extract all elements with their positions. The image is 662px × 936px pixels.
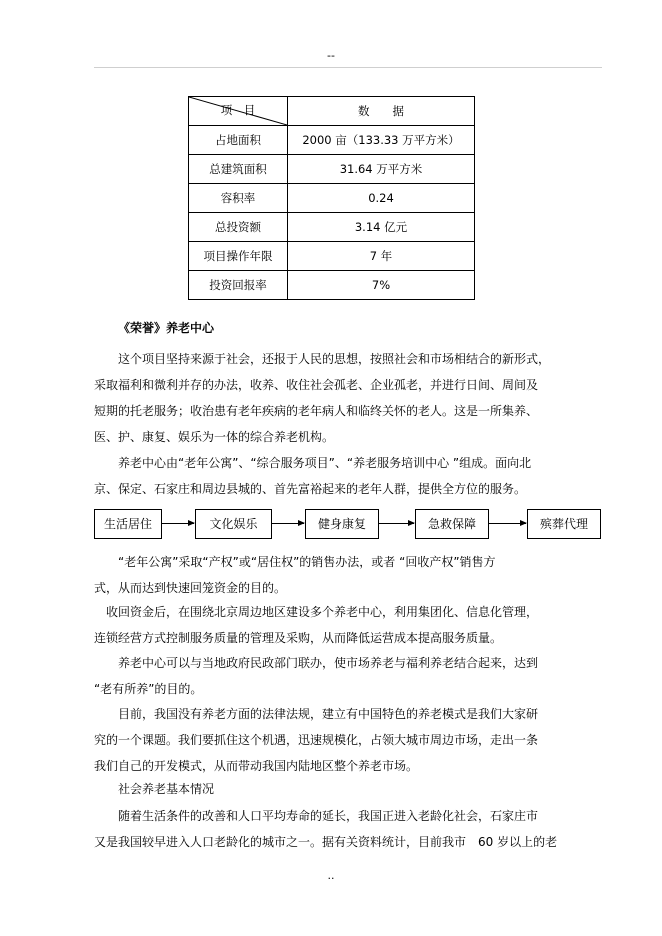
text-line: 收回资金后，在围绕北京周边地区建设多个养老中心，利用集团化、信息化管理，: [106, 605, 539, 619]
table-cell-value: 3.14 亿元: [288, 213, 475, 242]
flow-arrow: [378, 523, 414, 524]
paragraph-intro: [94, 346, 614, 450]
flow-arrow: [161, 523, 194, 524]
service-flow-diagram: [0, 509, 662, 541]
paragraph-aging: [94, 803, 614, 855]
text-line: 采取福利和微利并存的办法，收养、收住社会孤老、企业孤老，并进行日间、周间及: [94, 378, 539, 392]
table-row: [189, 242, 475, 271]
paragraph-expansion: [94, 599, 614, 651]
flow-box-living: 生活居住: [94, 509, 162, 539]
table-cell-value: 7 年: [288, 242, 475, 271]
text-line: 短期的托老服务；收治患有老年疾病的老年病人和临终关怀的老人。这是一所集养、: [94, 404, 539, 418]
paragraph-sales: [94, 549, 614, 601]
table-cell-value: 2000 亩（133.33 万平方米）: [288, 126, 475, 155]
page-header-mark: --: [327, 49, 335, 62]
table-header-item-cell: [189, 97, 288, 126]
table-cell-value: 31.64 万平方米: [288, 155, 475, 184]
text-line: 随着生活条件的改善和人口平均寿命的延长，我国正进入老龄化社会，石家庄市: [118, 809, 539, 823]
text-line: “老年公寓”采取“产权”或“居住权”的销售办法，或者 “回收产权”销售方: [118, 555, 496, 569]
text-line: 养老中心可以与当地政府民政部门联办，使市场养老与福利养老结合起来，达到: [118, 656, 539, 670]
table-row: [189, 184, 475, 213]
text-line: 目前，我国没有养老方面的法律法规，建立有中国特色的养老模式是我们大家研: [118, 707, 539, 721]
text-line: 养老中心由“老年公寓”、“综合服务项目”、“养老服务培训中心 ”组成。面向北: [118, 456, 532, 470]
paragraph-strategy: [94, 701, 614, 779]
table-row: [189, 213, 475, 242]
flow-box-emergency: 急救保障: [415, 509, 489, 539]
section-title: 《荣誉》养老中心: [118, 321, 215, 335]
table-cell-label: 项目操作年限: [189, 242, 288, 271]
table-header-row: [189, 97, 475, 126]
text-line: 我们自己的开发模式，从而带动我国内陆地区整个养老市场。: [94, 759, 419, 773]
text-line: 究的一个课题。我们要抓住这个机遇，迅速规模化，占领大城市周边市场，走出一条: [94, 733, 539, 747]
subheading-social-care: [94, 776, 614, 802]
flow-box-funeral: 殡葬代理: [527, 509, 601, 539]
table-cell-label: 占地面积: [189, 126, 288, 155]
header-rule: [94, 67, 602, 68]
flow-arrow: [271, 523, 304, 524]
table-cell-label: 容积率: [189, 184, 288, 213]
table-row: [189, 126, 475, 155]
flow-arrow: [488, 523, 526, 524]
table-cell-label: 总建筑面积: [189, 155, 288, 184]
text-line: 社会养老基本情况: [118, 782, 215, 796]
table-row: [189, 271, 475, 300]
table-row: [189, 155, 475, 184]
paragraph-composition: [94, 450, 614, 502]
table-header-data: 数 据: [288, 97, 475, 126]
text-line: 医、护、康复、娱乐为一体的综合养老机构。: [94, 430, 335, 444]
text-line: 这个项目坚持来源于社会，还报于人民的思想，按照社会和市场相结合的新形式，: [118, 352, 551, 366]
text-line: 连锁经营方式控制服务质量的管理及采购，从而降低运营成本提高服务质量。: [94, 631, 503, 645]
flow-box-fitness: 健身康复: [305, 509, 379, 539]
project-data-table: [188, 96, 475, 300]
text-line: 又是我国较早进入人口老龄化的城市之一。据有关资料统计，目前我市 60 岁以上的老: [94, 835, 558, 849]
text-line: 式，从而达到快速回笼资金的目的。: [94, 581, 287, 595]
text-line: “老有所养”的目的。: [94, 682, 203, 696]
flow-box-entertainment: 文化娱乐: [195, 509, 272, 539]
table-cell-label: 总投资额: [189, 213, 288, 242]
table-cell-label: 投资回报率: [189, 271, 288, 300]
page-footer-mark: ..: [327, 869, 335, 882]
table-cell-value: 0.24: [288, 184, 475, 213]
text-line: 京、保定、石家庄和周边县城的、首先富裕起来的老年人群，提供全方位的服务。: [94, 482, 527, 496]
table-header-item: 项 目: [220, 103, 256, 117]
paragraph-cooperation: [94, 650, 614, 702]
table-cell-value: 7%: [288, 271, 475, 300]
